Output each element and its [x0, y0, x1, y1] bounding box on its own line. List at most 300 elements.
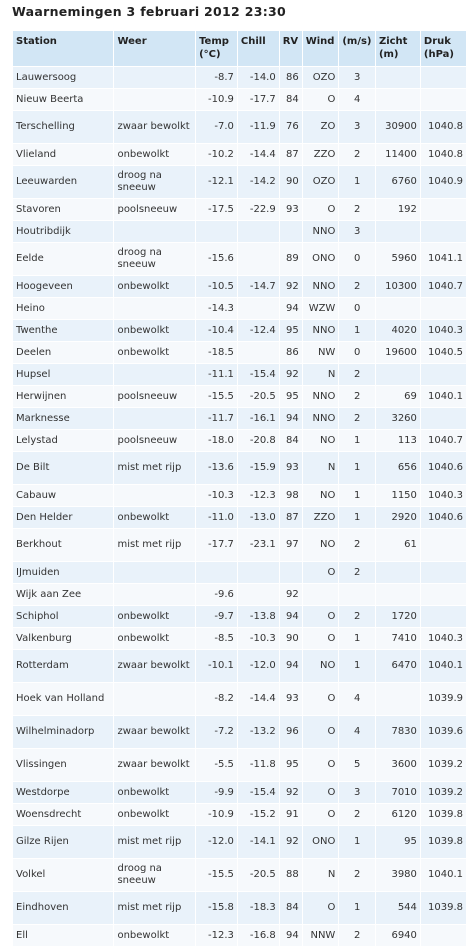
cell-station: Ell	[13, 925, 114, 947]
cell-druk: 1040.3	[420, 628, 466, 650]
cell-ms: 3	[339, 67, 376, 89]
cell-temp: -5.5	[196, 749, 238, 782]
cell-zicht	[375, 89, 420, 111]
header-station: Station	[13, 31, 114, 67]
cell-rv: 95	[279, 320, 302, 342]
table-row	[13, 276, 467, 298]
cell-chill: -14.7	[237, 276, 279, 298]
cell-station: Valkenburg	[13, 628, 114, 650]
cell-rv: 93	[279, 683, 302, 716]
cell-station: Marknesse	[13, 408, 114, 430]
cell-station: Hoogeveen	[13, 276, 114, 298]
cell-station: Wilhelminadorp	[13, 716, 114, 749]
cell-zicht: 95	[375, 826, 420, 859]
cell-rv: 91	[279, 804, 302, 826]
cell-temp: -9.6	[196, 584, 238, 606]
cell-rv: 86	[279, 67, 302, 89]
header-temp: Temp (°C)	[196, 31, 238, 67]
cell-temp: -17.5	[196, 199, 238, 221]
cell-temp: -11.7	[196, 408, 238, 430]
cell-druk: 1040.1	[420, 859, 466, 892]
cell-druk: 1040.8	[420, 144, 466, 166]
cell-zicht: 5960	[375, 243, 420, 276]
table-row	[13, 606, 467, 628]
table-row	[13, 650, 467, 683]
cell-ms: 1	[339, 166, 376, 199]
cell-temp: -7.0	[196, 111, 238, 144]
cell-weer: zwaar bewolkt	[114, 716, 196, 749]
table-body	[13, 67, 467, 947]
cell-temp: -14.3	[196, 298, 238, 320]
cell-rv: 94	[279, 925, 302, 947]
cell-ms: 2	[339, 408, 376, 430]
cell-station: Gilze Rijen	[13, 826, 114, 859]
cell-ms: 2	[339, 276, 376, 298]
cell-weer: droog na sneeuw	[114, 859, 196, 892]
cell-station: Woensdrecht	[13, 804, 114, 826]
cell-chill: -23.1	[237, 529, 279, 562]
cell-rv: 76	[279, 111, 302, 144]
cell-zicht: 113	[375, 430, 420, 452]
cell-ms: 1	[339, 320, 376, 342]
cell-station: Den Helder	[13, 507, 114, 529]
cell-temp: -15.8	[196, 892, 238, 925]
table-row	[13, 804, 467, 826]
cell-ms: 1	[339, 892, 376, 925]
cell-zicht: 544	[375, 892, 420, 925]
cell-wind: NO	[302, 650, 339, 683]
cell-druk	[420, 67, 466, 89]
header-chill: Chill	[237, 31, 279, 67]
cell-chill: -12.3	[237, 485, 279, 507]
cell-temp: -10.1	[196, 650, 238, 683]
cell-ms: 2	[339, 562, 376, 584]
cell-zicht: 192	[375, 199, 420, 221]
table-row	[13, 925, 467, 947]
cell-druk: 1040.6	[420, 507, 466, 529]
cell-zicht	[375, 221, 420, 243]
table-row	[13, 144, 467, 166]
table-row	[13, 386, 467, 408]
cell-station: Hoek van Holland	[13, 683, 114, 716]
cell-druk: 1040.1	[420, 386, 466, 408]
cell-temp: -7.2	[196, 716, 238, 749]
cell-station: Volkel	[13, 859, 114, 892]
cell-rv: 89	[279, 243, 302, 276]
cell-chill	[237, 221, 279, 243]
cell-rv: 87	[279, 507, 302, 529]
cell-ms: 2	[339, 925, 376, 947]
cell-druk	[420, 89, 466, 111]
cell-ms: 2	[339, 529, 376, 562]
cell-zicht: 3980	[375, 859, 420, 892]
cell-rv: 93	[279, 199, 302, 221]
cell-zicht: 7410	[375, 628, 420, 650]
table-row	[13, 166, 467, 199]
cell-chill: -16.1	[237, 408, 279, 430]
cell-station: Wijk aan Zee	[13, 584, 114, 606]
cell-zicht	[375, 67, 420, 89]
cell-chill: -12.4	[237, 320, 279, 342]
cell-ms: 2	[339, 804, 376, 826]
cell-weer	[114, 562, 196, 584]
cell-chill: -14.2	[237, 166, 279, 199]
cell-wind: N	[302, 364, 339, 386]
header-ms: (m/s)	[339, 31, 376, 67]
cell-zicht: 7830	[375, 716, 420, 749]
cell-ms: 1	[339, 826, 376, 859]
cell-zicht: 11400	[375, 144, 420, 166]
cell-ms: 3	[339, 111, 376, 144]
cell-druk: 1039.8	[420, 892, 466, 925]
cell-station: Cabauw	[13, 485, 114, 507]
cell-zicht: 6940	[375, 925, 420, 947]
table-row	[13, 782, 467, 804]
cell-ms: 0	[339, 342, 376, 364]
cell-weer	[114, 584, 196, 606]
cell-druk	[420, 298, 466, 320]
cell-temp: -12.0	[196, 826, 238, 859]
cell-druk: 1040.3	[420, 485, 466, 507]
cell-chill: -11.8	[237, 749, 279, 782]
table-row	[13, 89, 467, 111]
cell-rv: 93	[279, 452, 302, 485]
cell-zicht: 3600	[375, 749, 420, 782]
cell-station: Hupsel	[13, 364, 114, 386]
cell-zicht: 2920	[375, 507, 420, 529]
cell-chill: -15.4	[237, 782, 279, 804]
cell-chill: -15.2	[237, 804, 279, 826]
cell-ms: 1	[339, 430, 376, 452]
cell-weer: onbewolkt	[114, 320, 196, 342]
cell-ms: 2	[339, 859, 376, 892]
cell-chill	[237, 342, 279, 364]
table-row	[13, 342, 467, 364]
table-row	[13, 485, 467, 507]
cell-wind: WZW	[302, 298, 339, 320]
cell-zicht: 6120	[375, 804, 420, 826]
cell-rv	[279, 221, 302, 243]
cell-chill: -16.8	[237, 925, 279, 947]
cell-station: Stavoren	[13, 199, 114, 221]
cell-weer: mist met rijp	[114, 892, 196, 925]
cell-druk	[420, 925, 466, 947]
cell-rv: 95	[279, 749, 302, 782]
page-title: Waarnemingen 3 februari 2012 23:30	[12, 4, 286, 19]
cell-ms: 2	[339, 364, 376, 386]
cell-temp: -12.1	[196, 166, 238, 199]
cell-weer	[114, 89, 196, 111]
cell-rv: 84	[279, 430, 302, 452]
cell-weer: onbewolkt	[114, 276, 196, 298]
cell-temp: -10.9	[196, 89, 238, 111]
cell-temp: -18.5	[196, 342, 238, 364]
cell-wind: ONO	[302, 243, 339, 276]
cell-temp: -9.9	[196, 782, 238, 804]
cell-zicht	[375, 364, 420, 386]
cell-weer: poolsneeuw	[114, 199, 196, 221]
cell-wind: O	[302, 562, 339, 584]
cell-zicht: 69	[375, 386, 420, 408]
cell-temp: -18.0	[196, 430, 238, 452]
cell-rv: 92	[279, 276, 302, 298]
cell-ms: 4	[339, 716, 376, 749]
cell-station: Nieuw Beerta	[13, 89, 114, 111]
cell-wind: ONO	[302, 826, 339, 859]
cell-rv: 84	[279, 892, 302, 925]
table-row	[13, 826, 467, 859]
cell-wind: O	[302, 749, 339, 782]
cell-rv: 95	[279, 386, 302, 408]
cell-chill: -11.9	[237, 111, 279, 144]
cell-station: Twenthe	[13, 320, 114, 342]
cell-druk: 1039.8	[420, 826, 466, 859]
cell-rv: 98	[279, 485, 302, 507]
cell-chill: -22.9	[237, 199, 279, 221]
cell-druk: 1041.1	[420, 243, 466, 276]
cell-chill: -12.0	[237, 650, 279, 683]
cell-chill: -14.1	[237, 826, 279, 859]
cell-ms: 2	[339, 199, 376, 221]
cell-weer	[114, 683, 196, 716]
cell-weer: onbewolkt	[114, 804, 196, 826]
cell-station: Houtribdijk	[13, 221, 114, 243]
cell-chill: -14.0	[237, 67, 279, 89]
cell-zicht: 7010	[375, 782, 420, 804]
cell-station: IJmuiden	[13, 562, 114, 584]
cell-zicht: 6760	[375, 166, 420, 199]
cell-station: Eelde	[13, 243, 114, 276]
cell-druk	[420, 221, 466, 243]
cell-chill: -20.8	[237, 430, 279, 452]
cell-druk	[420, 529, 466, 562]
cell-weer: droog na sneeuw	[114, 243, 196, 276]
cell-wind: NO	[302, 430, 339, 452]
cell-druk: 1040.3	[420, 320, 466, 342]
cell-wind: NO	[302, 485, 339, 507]
cell-chill: -15.4	[237, 364, 279, 386]
cell-rv: 92	[279, 364, 302, 386]
cell-rv: 92	[279, 826, 302, 859]
cell-chill: -13.0	[237, 507, 279, 529]
cell-ms: 2	[339, 386, 376, 408]
cell-chill: -20.5	[237, 386, 279, 408]
cell-chill: -17.7	[237, 89, 279, 111]
cell-weer	[114, 67, 196, 89]
cell-zicht	[375, 562, 420, 584]
cell-weer: zwaar bewolkt	[114, 650, 196, 683]
cell-ms: 1	[339, 452, 376, 485]
cell-wind: NNO	[302, 408, 339, 430]
cell-temp: -15.6	[196, 243, 238, 276]
cell-wind: ZZO	[302, 144, 339, 166]
cell-wind: O	[302, 782, 339, 804]
cell-wind: NNO	[302, 320, 339, 342]
cell-druk	[420, 562, 466, 584]
cell-rv: 94	[279, 298, 302, 320]
table-header-row	[13, 31, 467, 67]
cell-druk: 1039.8	[420, 804, 466, 826]
cell-zicht: 10300	[375, 276, 420, 298]
cell-zicht: 19600	[375, 342, 420, 364]
cell-druk: 1039.2	[420, 782, 466, 804]
cell-wind: OZO	[302, 166, 339, 199]
cell-rv: 94	[279, 606, 302, 628]
cell-zicht: 61	[375, 529, 420, 562]
cell-rv: 97	[279, 529, 302, 562]
cell-wind: NNO	[302, 221, 339, 243]
cell-rv: 94	[279, 650, 302, 683]
cell-zicht	[375, 683, 420, 716]
observations-table	[12, 30, 467, 947]
cell-wind: NO	[302, 529, 339, 562]
cell-temp: -10.4	[196, 320, 238, 342]
cell-weer	[114, 364, 196, 386]
cell-chill	[237, 562, 279, 584]
cell-ms: 0	[339, 298, 376, 320]
table-row	[13, 199, 467, 221]
cell-weer: mist met rijp	[114, 826, 196, 859]
header-druk: Druk (hPa)	[420, 31, 466, 67]
cell-temp: -10.9	[196, 804, 238, 826]
cell-chill: -13.8	[237, 606, 279, 628]
cell-ms: 3	[339, 221, 376, 243]
cell-ms: 5	[339, 749, 376, 782]
table-row	[13, 507, 467, 529]
cell-wind: OZO	[302, 67, 339, 89]
table-row	[13, 859, 467, 892]
cell-zicht: 656	[375, 452, 420, 485]
cell-station: Rotterdam	[13, 650, 114, 683]
cell-temp: -8.2	[196, 683, 238, 716]
cell-wind: ZZO	[302, 507, 339, 529]
cell-druk: 1040.6	[420, 452, 466, 485]
table-row	[13, 529, 467, 562]
cell-temp: -17.7	[196, 529, 238, 562]
cell-rv: 90	[279, 628, 302, 650]
cell-station: De Bilt	[13, 452, 114, 485]
table-row	[13, 892, 467, 925]
header-zicht: Zicht (m)	[375, 31, 420, 67]
cell-rv: 88	[279, 859, 302, 892]
cell-weer: zwaar bewolkt	[114, 111, 196, 144]
cell-station: Schiphol	[13, 606, 114, 628]
table-row	[13, 67, 467, 89]
cell-ms: 1	[339, 485, 376, 507]
table-row	[13, 749, 467, 782]
cell-temp: -9.7	[196, 606, 238, 628]
cell-station: Berkhout	[13, 529, 114, 562]
cell-temp: -11.0	[196, 507, 238, 529]
cell-ms: 2	[339, 606, 376, 628]
cell-weer: onbewolkt	[114, 925, 196, 947]
cell-weer: poolsneeuw	[114, 386, 196, 408]
cell-rv: 94	[279, 408, 302, 430]
cell-weer: poolsneeuw	[114, 430, 196, 452]
cell-station: Deelen	[13, 342, 114, 364]
cell-temp: -10.3	[196, 485, 238, 507]
cell-station: Herwijnen	[13, 386, 114, 408]
cell-ms: 4	[339, 89, 376, 111]
cell-wind: O	[302, 892, 339, 925]
cell-temp: -15.5	[196, 859, 238, 892]
cell-station: Lauwersoog	[13, 67, 114, 89]
cell-station: Lelystad	[13, 430, 114, 452]
cell-wind: O	[302, 804, 339, 826]
cell-weer	[114, 408, 196, 430]
cell-wind: NW	[302, 342, 339, 364]
table-row	[13, 111, 467, 144]
cell-ms	[339, 584, 376, 606]
table-row	[13, 364, 467, 386]
cell-ms: 1	[339, 507, 376, 529]
cell-druk: 1040.5	[420, 342, 466, 364]
cell-weer: mist met rijp	[114, 529, 196, 562]
cell-weer	[114, 485, 196, 507]
cell-chill	[237, 584, 279, 606]
cell-rv: 86	[279, 342, 302, 364]
cell-druk: 1040.9	[420, 166, 466, 199]
cell-rv: 96	[279, 716, 302, 749]
header-rv: RV	[279, 31, 302, 67]
cell-druk	[420, 408, 466, 430]
cell-ms: 3	[339, 782, 376, 804]
cell-weer: onbewolkt	[114, 606, 196, 628]
cell-chill: -14.4	[237, 144, 279, 166]
cell-ms: 0	[339, 243, 376, 276]
cell-ms: 4	[339, 683, 376, 716]
cell-chill: -14.4	[237, 683, 279, 716]
cell-station: Vlieland	[13, 144, 114, 166]
header-wind: Wind	[302, 31, 339, 67]
cell-zicht: 3260	[375, 408, 420, 430]
cell-druk	[420, 199, 466, 221]
cell-temp	[196, 562, 238, 584]
cell-druk: 1040.7	[420, 430, 466, 452]
table-row	[13, 320, 467, 342]
cell-wind: ZO	[302, 111, 339, 144]
cell-wind: O	[302, 628, 339, 650]
cell-weer: onbewolkt	[114, 782, 196, 804]
cell-rv: 87	[279, 144, 302, 166]
table-row	[13, 408, 467, 430]
cell-ms: 2	[339, 144, 376, 166]
cell-chill: -15.9	[237, 452, 279, 485]
cell-druk	[420, 606, 466, 628]
table-row	[13, 683, 467, 716]
table-row	[13, 452, 467, 485]
header-weer: Weer	[114, 31, 196, 67]
cell-chill: -13.2	[237, 716, 279, 749]
cell-weer: onbewolkt	[114, 507, 196, 529]
cell-rv: 92	[279, 782, 302, 804]
cell-weer	[114, 298, 196, 320]
cell-chill	[237, 298, 279, 320]
table-row	[13, 628, 467, 650]
cell-druk: 1039.9	[420, 683, 466, 716]
cell-temp: -15.5	[196, 386, 238, 408]
cell-weer: mist met rijp	[114, 452, 196, 485]
cell-temp: -8.7	[196, 67, 238, 89]
cell-wind	[302, 584, 339, 606]
cell-wind: O	[302, 606, 339, 628]
cell-druk: 1039.2	[420, 749, 466, 782]
cell-wind: NNO	[302, 386, 339, 408]
cell-station: Eindhoven	[13, 892, 114, 925]
cell-weer: zwaar bewolkt	[114, 749, 196, 782]
cell-station: Terschelling	[13, 111, 114, 144]
cell-druk	[420, 364, 466, 386]
